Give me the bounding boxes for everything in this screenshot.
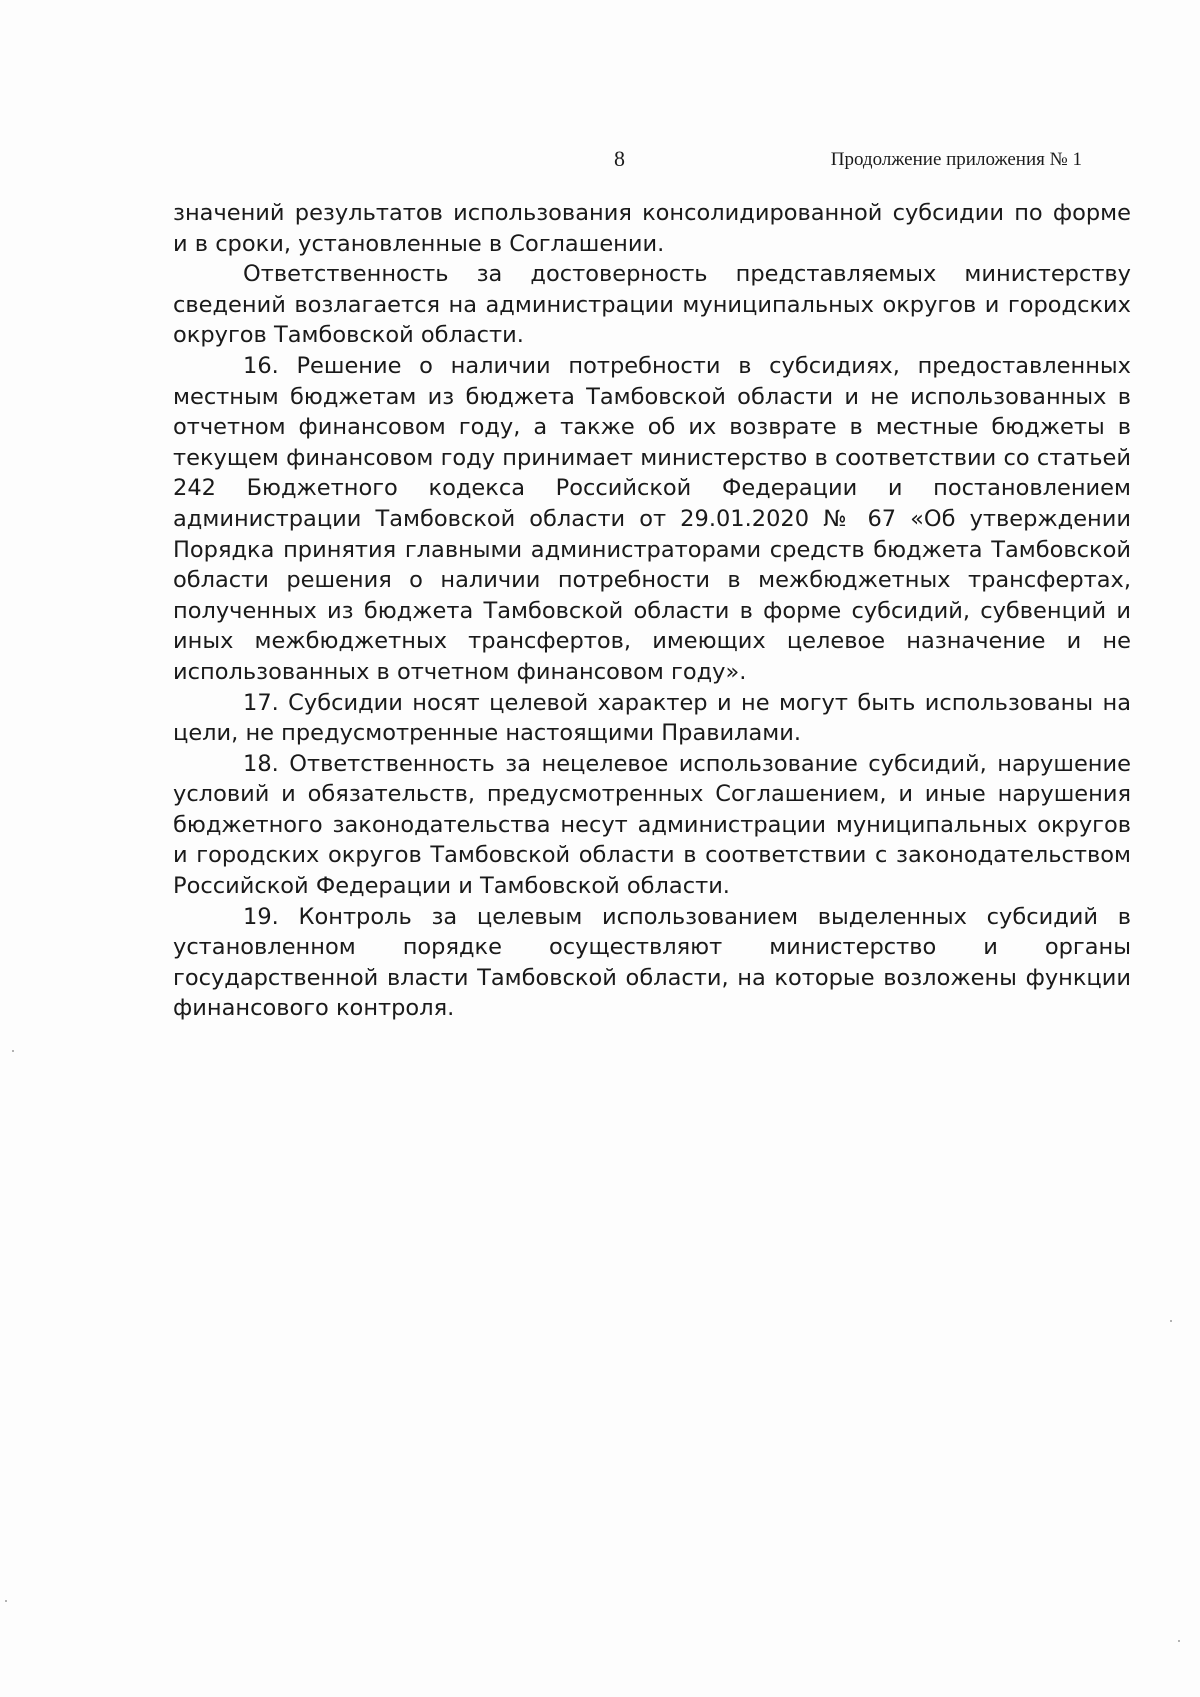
paragraph-17: 17. Субсидии носят целевой характер и не могут быть использованы на цели, не предусмотренные настоящими Правилами. (173, 689, 1131, 747)
scan-speck (12, 1050, 14, 1052)
paragraph-continuation: значений результатов использования консолидированной субсидии по форме и в сроки, установленные в Соглашении. (173, 200, 1131, 257)
scan-speck (1170, 1320, 1172, 1322)
paragraph-16: 16. Решение о наличии потребности в субсидиях, предоставленных местным бюджетам из бюджета Тамбовской области и не использованных в отчетном финансовом году, а также об их возврате в местные бюджеты в текущем финансовом году принимает министерство в соответствии со статьей 242 Бюджетного кодекса Российской Федерации и постановлением администрации Тамбовской области от 29.01.2020 № 67 «Об утверждении Порядка принятия главными администраторами средств бюджета Тамбовской области решения о наличии потребности в межбюджетных трансфертах, полученных из бюджета Тамбовской области в форме субсидий, субвенций и иных межбюджетных трансфертов, имеющих целевое назначение и не использованных в отчетном финансовом году». (173, 352, 1131, 685)
paragraph-responsibility: Ответственность за достоверность представляемых министерству сведений возлагается на администрации муниципальных округов и городских округов Тамбовской области. (173, 261, 1131, 349)
appendix-continuation-note: Продолжение приложения № 1 (830, 149, 1082, 170)
page-number: 8 (614, 146, 625, 171)
document-body (173, 198, 1131, 1024)
paragraph-19: 19. Контроль за целевым использованием выделенных субсидий в установленном порядке осуществляют министерство и органы государственной власти Тамбовской области, на которые возложены функции финансового контроля. (173, 903, 1131, 1022)
scan-speck (5, 1600, 7, 1602)
scan-speck (1178, 1640, 1180, 1642)
paragraph-18: 18. Ответственность за нецелевое использование субсидий, нарушение условий и обязательств, предусмотренных Соглашением, и иные нарушения бюджетного законодательства несут администрации муниципальных округов и городских округов Тамбовской области в соответствии с законодательством Российской Федерации и Тамбовской области. (173, 750, 1131, 900)
